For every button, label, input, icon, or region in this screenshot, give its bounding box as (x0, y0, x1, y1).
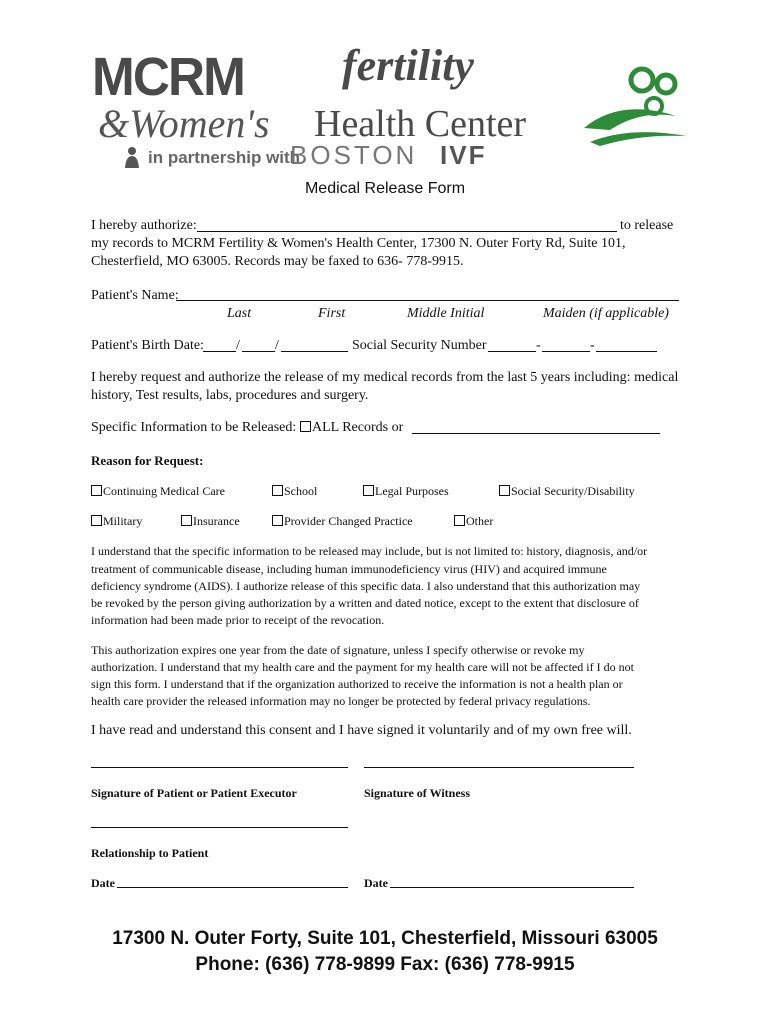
consent-statement: I have read and understand this consent and I have signed it voluntarily and of my own free will. (91, 723, 632, 738)
reason-legal-purposes[interactable]: Legal Purposes (363, 482, 449, 500)
footer-address: 17300 N. Outer Forty, Suite 101, Chesterfield, Missouri 63005 (112, 928, 658, 949)
logo-ivf-text: IVF (440, 140, 487, 170)
authorize-suffix: to release (620, 218, 674, 233)
relationship-field[interactable] (91, 827, 348, 828)
ssn-sep-2: - (590, 338, 595, 353)
checkbox[interactable] (363, 485, 374, 496)
request-line2: history, Test results, labs, procedures and surgery. (91, 388, 369, 403)
logo-womens-text: &Women's (98, 101, 270, 146)
checkbox[interactable] (91, 485, 102, 496)
ssn-sep-1: - (536, 338, 541, 353)
checkbox[interactable] (91, 515, 102, 526)
reason-insurance[interactable]: Insurance (181, 512, 240, 530)
expiration-line: This authorization expires one year from the date of signature, unless I specify otherwise or revoke my (91, 643, 585, 657)
all-records-label: ALL Records or (312, 420, 404, 435)
footer-phone: Phone: (636) 778-9899 Fax: (636) 778-9915 (195, 954, 575, 975)
family-emblem-icon (580, 58, 690, 148)
authorize-recipient-field[interactable] (197, 231, 617, 232)
specific-info-label: Specific Information to be Released: (91, 420, 297, 435)
patient-signature-label: Signature of Patient or Patient Executor (91, 786, 297, 800)
logo-fertility-text: fertility (342, 41, 474, 90)
reason-social-security[interactable]: Social Security/Disability (499, 482, 635, 500)
checkbox[interactable] (454, 515, 465, 526)
authorize-line2: my records to MCRM Fertility & Women's Health Center, 17300 N. Outer Forty Rd, Suite 101, (91, 236, 626, 251)
checkbox[interactable] (499, 485, 510, 496)
logo-health-center-text: Health Center (314, 103, 527, 145)
disclosure-line: deficiency syndrome (AIDS). I authorize release of this specific data. I also understand that this authorization may (91, 579, 641, 593)
specific-info-field[interactable] (412, 433, 660, 434)
request-line1: I hereby request and authorize the release of my medical records from the last 5 years including: medical (91, 370, 679, 385)
name-sub-last: Last (227, 306, 252, 321)
person-icon (122, 146, 142, 168)
disclosure-line: treatment of communicable disease, including human immunodeficiency virus (HIV) and acquired immune (91, 562, 607, 576)
birth-year-field[interactable] (281, 351, 348, 352)
disclosure-line: be revoked by the person giving authorization by a written and dated notice, except to the extent that disclosure of (91, 596, 639, 610)
disclosure-line: I understand that the specific information to be released may include, but is not limited to: history, diagnosis, and/or (91, 544, 648, 558)
relationship-label: Relationship to Patient (91, 846, 209, 860)
form-title: Medical Release Form (304, 180, 466, 197)
logo-partnership-text: in partnership with (148, 148, 301, 167)
checkbox[interactable] (272, 485, 283, 496)
all-records-checkbox[interactable] (300, 421, 311, 432)
reason-school[interactable]: School (272, 482, 317, 500)
disclosure-line: information had been made prior to receipt of the revocation. (91, 613, 385, 627)
patient-date-field[interactable] (117, 887, 348, 888)
birth-day-field[interactable] (242, 351, 275, 352)
birth-sep-2: / (275, 338, 279, 353)
witness-date-field[interactable] (390, 887, 634, 888)
patient-date-label: Date (91, 876, 115, 890)
checkbox[interactable] (272, 515, 283, 526)
reason-heading: Reason for Request: (91, 453, 204, 468)
birth-date-label: Patient's Birth Date: (91, 338, 204, 353)
ssn-part1-field[interactable] (488, 351, 536, 352)
reason-military[interactable]: Military (91, 512, 142, 530)
patient-name-label: Patient's Name: (91, 288, 179, 303)
logo-boston-text: BOSTON (290, 140, 418, 170)
witness-signature-field[interactable] (364, 767, 634, 768)
witness-date-label: Date (364, 876, 388, 890)
reason-other[interactable]: Other (454, 512, 493, 530)
authorize-line3: Chesterfield, MO 63005. Records may be faxed to 636- 778-9915. (91, 254, 464, 269)
ssn-part2-field[interactable] (542, 351, 590, 352)
reason-provider-changed[interactable]: Provider Changed Practice (272, 512, 413, 530)
checkbox[interactable] (181, 515, 192, 526)
all-records-option[interactable] (300, 419, 403, 437)
expiration-line: sign this form. I understand that if the organization authorized to receive the information is not a health plan or (91, 677, 623, 691)
authorize-label: I hereby authorize: (91, 218, 197, 233)
patient-name-field[interactable] (176, 300, 679, 301)
patient-signature-field[interactable] (91, 767, 348, 768)
logo-mcrm-text: MCRM (92, 47, 244, 107)
ssn-label: Social Security Number (352, 338, 487, 353)
reason-continuing-care[interactable]: Continuing Medical Care (91, 482, 225, 500)
expiration-line: health care provider the released information may no longer be protected by federal privacy regulations. (91, 694, 591, 708)
clinic-logo (92, 40, 692, 170)
expiration-line: authorization. I understand that my health care and the payment for my health care will not be affected if I do not (91, 660, 634, 674)
name-sub-first: First (318, 306, 346, 321)
ssn-part3-field[interactable] (596, 351, 657, 352)
name-sub-maiden: Maiden (if applicable) (543, 306, 669, 321)
birth-sep-1: / (236, 338, 240, 353)
name-sub-middle: Middle Initial (407, 306, 485, 321)
birth-month-field[interactable] (203, 351, 236, 352)
witness-signature-label: Signature of Witness (364, 786, 471, 800)
